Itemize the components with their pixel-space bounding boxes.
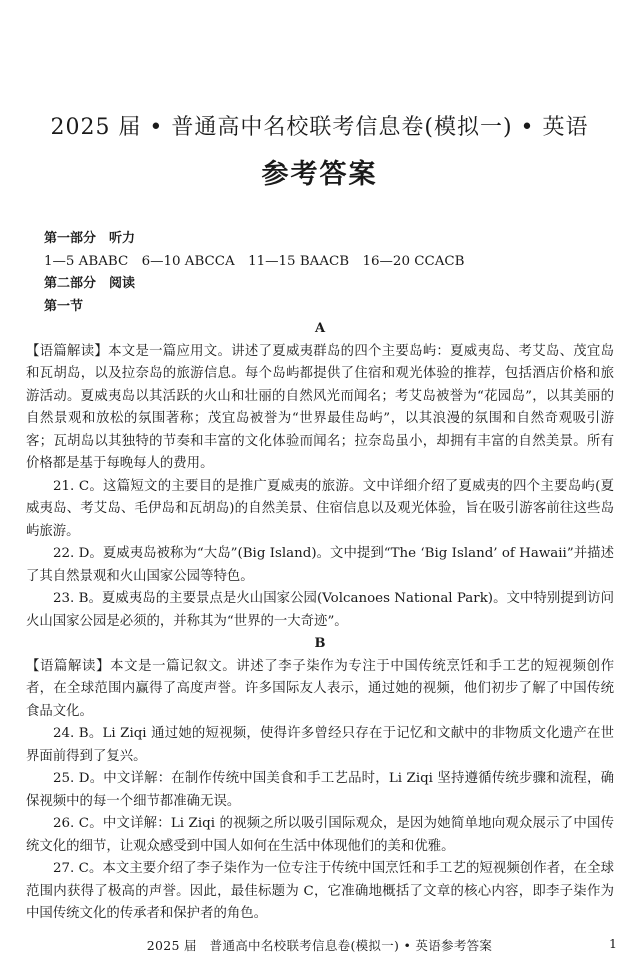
answer-27: 27. C。本文主要介绍了李子柒作为一位专注于传统中国烹饪和手工艺的短视频创作者，在全球范围内获得了极高的声誉。因此，最佳标题为 C，它准确地概括了文章的核心内容，即李子柒作为中国传统文化的传承者和保护者的角色。 (26, 861, 614, 921)
answer-21: 21. C。这篇短文的主要目的是推广夏威夷的旅游。文中详细介绍了夏威夷的四个主要岛屿(夏威夷岛、考艾岛、毛伊岛和瓦胡岛)的自然美景、住宿信息以及观光体验，旨在吸引游客前往这些岛屿旅游。 (26, 478, 614, 539)
part1-heading: 第一部分 听力 (44, 231, 136, 246)
passage-b-analysis: 【语篇解读】本文是一篇记叙文。讲述了李子柒作为专注于中国传统烹饪和手工艺的短视频创作者，在全球范围内赢得了高度声誉。许多国际友人表示，通过她的视频，他们初步了解了中国传统食品文化。 (26, 658, 614, 719)
listening-answers: 1—5 ABABC 6—10 ABCCA 11—15 BAACB 16—20 CCACB (44, 253, 465, 269)
answer-22: 22. D。夏威夷岛被称为“大岛”(Big Island)。文中提到“The ‘Big Island’ of Hawaii”并描述了其自然景观和火山国家公园等特色。 (26, 546, 614, 584)
passage-a-analysis: 【语篇解读】本文是一篇应用文。讲述了夏威夷群岛的四个主要岛屿：夏威夷岛、考艾岛、茂宜岛和瓦胡岛，以及拉奈岛的旅游信息。每个岛屿都提供了住宿和观光体验的推荐，包括酒店价格和旅游活动。夏威夷岛以其活跃的火山和壮丽的自然风光而闻名；考艾岛被誉为“花园岛”，以其美丽的自然景观和放松的氛围著称；茂宜岛被誉为“世界最佳岛屿”，以其浪漫的氛围和自然奇观吸引游客；瓦胡岛以其独特的节奏和丰富的文化体验而闻名；拉奈岛虽小，却拥有丰富的自然美景。所有价格都是基于每晚每人的费用。 (26, 343, 614, 471)
footer-text: 2025 届 普通高中名校联考信息卷(模拟一) • 英语参考答案 (146, 938, 493, 953)
answer-23: 23. B。夏威夷岛的主要景点是火山国家公园(Volcanoes National Park)。文中特别提到访问火山国家公园是必须的，并称其为“世界的一大奇迹”。 (26, 591, 614, 629)
answer-25: 25. D。中文详解：在制作传统中国美食和手工艺品时，Li Ziqi 坚持遵循传统步骤和流程，确保视频中的每一个细节都准确无误。 (26, 771, 614, 809)
document-subtitle: 参考答案 (261, 159, 378, 190)
part2-heading: 第二部分 阅读 (44, 276, 136, 291)
document-title: 2025 届 • 普通高中名校联考信息卷(模拟一) • 英语 (50, 115, 589, 140)
document-body (26, 228, 614, 926)
answer-26: 26. C。中文详解：Li Ziqi 的视频之所以吸引国际观众，是因为她简单地向观众展示了中国传统文化的细节，让观众感受到中国人如何在生活中体现他们的美和优雅。 (26, 816, 614, 854)
passage-b-label: B (314, 636, 326, 651)
page-number: 1 (609, 936, 617, 951)
answer-24: 24. B。Li Ziqi 通过她的短视频，使得许多曾经只存在于记忆和文献中的非物质文化遗产在世界面前得到了复兴。 (26, 726, 614, 764)
section-heading: 第一节 (44, 298, 84, 314)
passage-a-label: A (314, 321, 326, 336)
